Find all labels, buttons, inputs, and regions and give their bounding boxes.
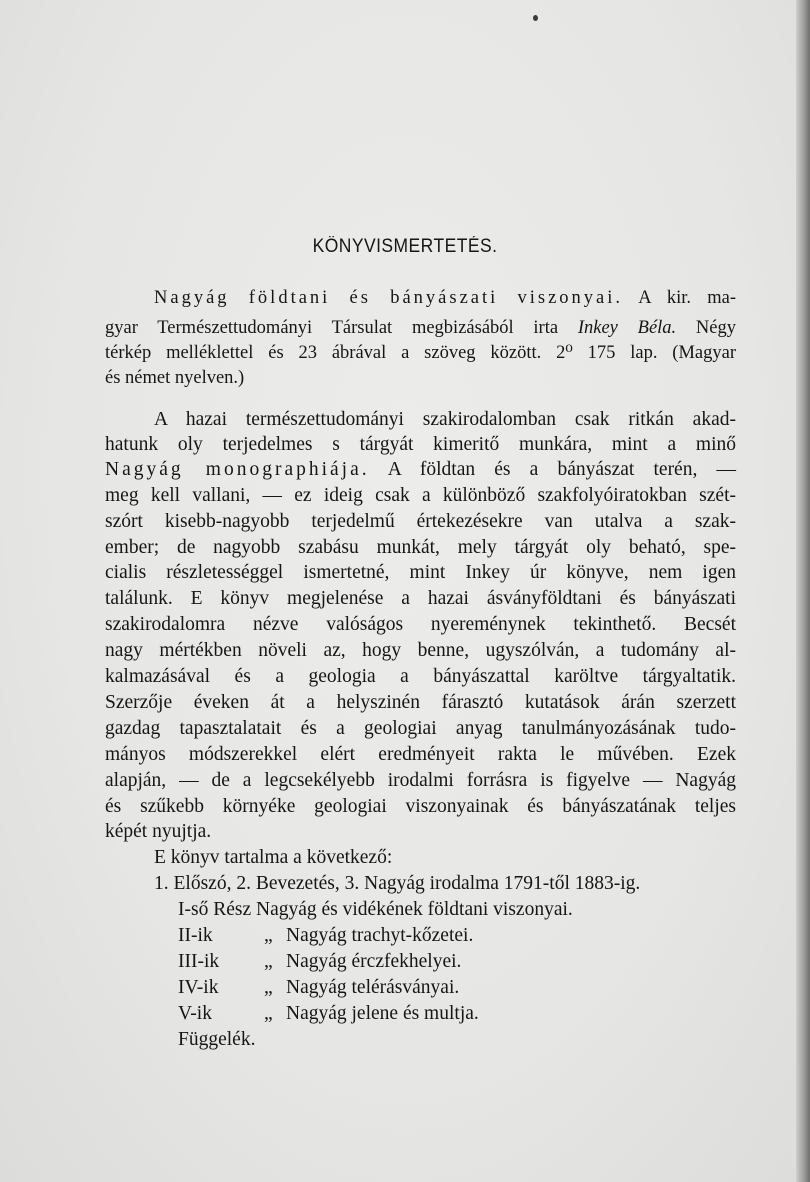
body-line-11: kalmazásával és a geologia a bányászattal karöltve tárgyaltatik. <box>105 666 736 687</box>
body-line-8: találunk. E könyv megjelenése a hazai ásványföldtani és bányászati <box>105 588 736 609</box>
bib-text: gyar Természettudományi Társulat megbizásából irta <box>105 318 578 338</box>
bib-text: Négy <box>676 318 736 338</box>
body-line-16: és szűkebb környéke geologiai viszonyainak és bányászatának teljes <box>105 796 736 817</box>
bib-line-4: és német nyelven.) <box>105 368 245 388</box>
ditto-mark: „ <box>264 1003 273 1024</box>
bib-line-3: térkép melléklettel és 23 ábrával a szöveg között. 2⁰ 175 lap. (Magyar <box>105 343 736 363</box>
body-line-6: ember; de nagyobb szabásu munkát, mely tárgyát oly beható, spe- <box>105 537 736 558</box>
spaced-emphasis: Nagyág monographiája. <box>105 459 370 480</box>
body-line-9: szakirodalomra nézve valóságos nyereménynek tekinthető. Becsét <box>105 614 736 635</box>
contents-item-3 <box>178 924 474 948</box>
part-title: Nagyág érczfekhelyei. <box>286 951 462 972</box>
part-label: III-ik <box>178 951 220 972</box>
contents-item-7: Függelék. <box>178 1029 256 1050</box>
body-line-10: nagy mértékben növeli az, hogy benne, ugyszólván, a tudomány al- <box>105 640 736 661</box>
bib-line-2 <box>105 316 736 340</box>
page-title: KÖNYVISMERTETÉS. <box>312 236 498 257</box>
book-title: Nagyág földtani és bányászati viszonyai. <box>154 288 624 308</box>
body-text: A földtan és a bányászat terén, — <box>369 459 736 480</box>
ditto-mark: „ <box>264 977 273 998</box>
body-line-12: Szerzője éveken át a helyszinén fárasztó kutatások árán szerzett <box>105 692 736 713</box>
contents-item-1: 1. Előszó, 2. Bevezetés, 3. Nagyág irodalma 1791-től 1883-ig. <box>154 873 641 894</box>
ink-speck <box>533 15 538 21</box>
part-label: II-ik <box>178 925 213 946</box>
contents-item-4 <box>178 950 462 974</box>
contents-item-6 <box>178 1002 479 1026</box>
body-line-4: meg kell vallani, — ez ideig csak a különböző szakfolyóiratokban szét- <box>105 485 736 506</box>
ditto-mark: „ <box>264 951 273 972</box>
part-title: Nagyág telérásványai. <box>286 977 460 998</box>
part-label: IV-ik <box>178 977 219 998</box>
body-line-13: gazdag tapasztalatait és a geologiai anyag tanulmányozásának tudo- <box>105 718 736 739</box>
contents-item-2: I-ső Rész Nagyág és vidékének földtani viszonyai. <box>178 899 573 920</box>
part-title: Nagyág trachyt-kőzetei. <box>286 925 474 946</box>
page-edge-shadow <box>796 0 810 1182</box>
body-line-5: szórt kisebb-nagyobb terjedelmű értekezésekre van utalva a szak- <box>105 511 736 532</box>
body-line-1: A hazai természettudományi szakirodalomban csak ritkán akad- <box>154 409 736 430</box>
book-author: Inkey Béla. <box>577 318 677 338</box>
contents-intro: E könyv tartalma a következő: <box>154 847 393 868</box>
body-line-14: mányos módszerekkel elért eredményeit rakta le művében. Ezek <box>105 744 736 765</box>
part-label: V-ik <box>178 1003 212 1024</box>
ditto-mark: „ <box>264 925 273 946</box>
body-line-3 <box>105 458 736 482</box>
bib-line-1 <box>154 286 736 310</box>
body-line-15: alapján, — de a legcsekélyebb irodalmi forrásra is figyelve — Nagyág <box>105 770 736 791</box>
body-line-2: hatunk oly terjedelmes s tárgyát kimeritő munkára, mint a minő <box>105 434 736 455</box>
bib-publisher-start: A kir. ma- <box>623 288 736 308</box>
contents-item-5 <box>178 976 460 1000</box>
body-line-7: cialis részletességgel ismertetné, mint Inkey úr könyve, nem igen <box>105 562 736 583</box>
part-title: Nagyág jelene és multja. <box>286 1003 479 1024</box>
body-line-17: képét nyujtja. <box>105 821 212 842</box>
